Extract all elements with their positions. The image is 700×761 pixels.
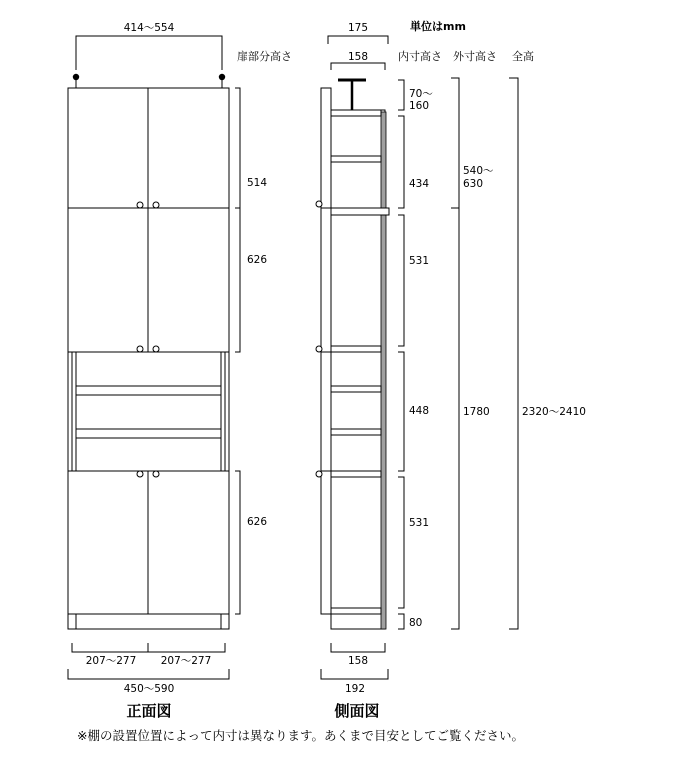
outer-height-header: 外寸高さ	[453, 50, 497, 63]
tension-pole-icon	[338, 80, 366, 110]
knob-icon	[137, 471, 143, 477]
knob-icon	[316, 471, 322, 477]
inner-height-top-line1: 70〜	[409, 88, 433, 100]
overall-width-label: 450〜590	[123, 683, 175, 695]
knob-icon	[153, 346, 159, 352]
outer-height-top-label	[463, 165, 497, 190]
inner-height-top-line2: 160	[409, 100, 430, 112]
unit-label: 単位はmm	[410, 20, 466, 33]
side-door-edge	[321, 88, 331, 614]
knob-icon	[137, 346, 143, 352]
inner-height-448-label: 448	[409, 405, 430, 417]
door-width-dimensions	[72, 643, 225, 667]
total-height-header: 全高	[512, 50, 534, 63]
open-shelf-section	[68, 352, 229, 471]
inner-height-531-upper-label: 531	[409, 255, 430, 267]
side-view-title: 側面図	[334, 702, 380, 720]
inner-height-531-lower-label: 531	[409, 517, 430, 529]
side-shelf	[331, 471, 381, 477]
side-overall-depth-label: 192	[344, 683, 366, 695]
side-shelf	[331, 346, 381, 352]
door-height-dimensions	[235, 88, 267, 614]
side-body	[331, 110, 385, 629]
knob-icon	[153, 471, 159, 477]
side-inner-depth-top-dimension	[331, 51, 385, 70]
inner-height-434-label: 434	[409, 178, 430, 190]
side-top-depth-dimension	[328, 22, 388, 44]
outer-height-top-line1: 540〜	[463, 165, 494, 177]
side-view	[316, 22, 586, 720]
side-top-depth-label: 175	[347, 22, 369, 34]
overall-width-dimension	[68, 669, 229, 695]
front-view-title: 正面図	[126, 702, 172, 720]
door-height-upper-label: 514	[247, 177, 268, 189]
top-adjuster-left-icon	[73, 74, 79, 88]
upper-door-right	[148, 88, 229, 208]
side-inner-depth-bottom-dimension	[331, 643, 385, 667]
side-inner-depth-bottom-label: 158	[347, 655, 369, 667]
side-shelf	[331, 156, 381, 162]
inner-height-80-label: 80	[409, 617, 423, 629]
front-view	[68, 22, 267, 720]
side-shelf	[331, 110, 381, 116]
side-shelf	[331, 608, 381, 614]
total-height-label: 2320〜2410	[522, 406, 586, 418]
upper-door-left	[68, 88, 148, 208]
side-back-panel	[381, 112, 386, 629]
door-height-middle-label: 626	[247, 254, 268, 266]
door-right-width-label: 207〜277	[160, 655, 212, 667]
side-shelf	[331, 208, 389, 215]
inner-height-header: 内寸高さ	[398, 50, 442, 63]
middle-door-right	[148, 208, 229, 352]
knob-icon	[137, 202, 143, 208]
knob-icon	[316, 346, 322, 352]
door-height-lower-label: 626	[247, 516, 268, 528]
knob-icon	[316, 201, 322, 207]
middle-door-left	[68, 208, 148, 352]
lower-door-right	[148, 471, 229, 614]
outer-height-top-line2: 630	[463, 178, 484, 190]
front-top-width-dimension	[76, 22, 222, 70]
footnote: ※棚の設置位置によって内寸は異なります。あくまで目安としてご覧ください。	[77, 728, 524, 743]
side-shelf	[331, 429, 381, 435]
lower-door-left	[68, 471, 148, 614]
knob-icon	[153, 202, 159, 208]
total-height-dimension	[509, 78, 586, 629]
front-top-width-label: 414〜554	[123, 22, 175, 34]
door-height-header: 扉部分高さ	[237, 50, 292, 63]
side-overall-depth-dimension	[321, 669, 388, 695]
open-shelf-board	[76, 386, 221, 395]
inner-height-dimensions	[398, 80, 436, 629]
door-left-width-label: 207〜277	[85, 655, 137, 667]
inner-height-top-label	[409, 88, 436, 112]
top-adjuster-right-icon	[219, 74, 225, 88]
outer-height-1780-label: 1780	[463, 406, 490, 418]
outer-height-dimensions	[451, 78, 497, 629]
side-shelf	[331, 386, 381, 392]
open-shelf-board	[76, 429, 221, 438]
side-inner-depth-top-label: 158	[347, 51, 369, 63]
